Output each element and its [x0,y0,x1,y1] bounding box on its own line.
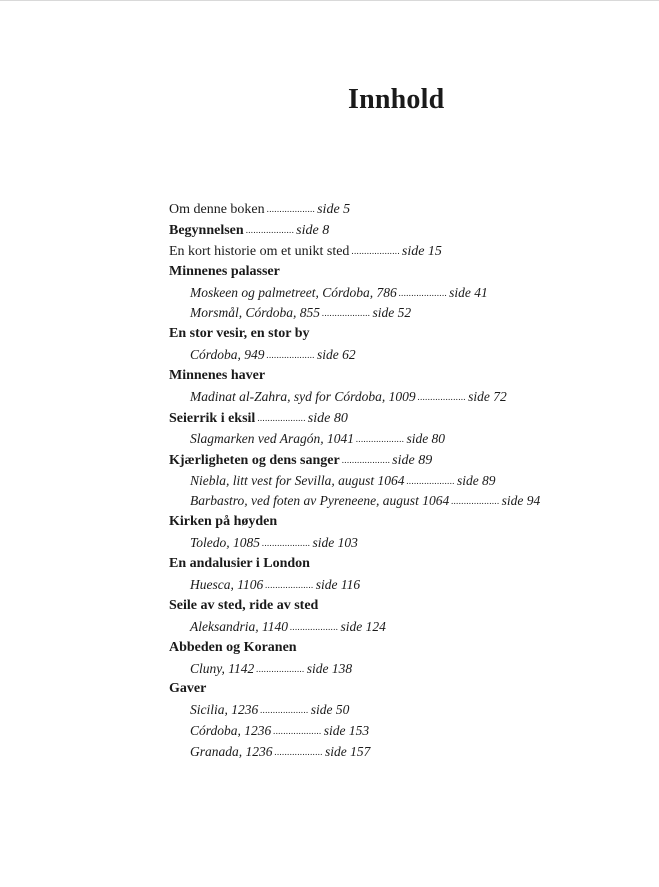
dot-leader: ................... [262,538,311,549]
entry-title: Toledo, 1085 [190,535,261,551]
page-reference: side 89 [392,452,433,468]
entry-title: Moskeen og palmetreet, Córdoba, 786 [190,284,397,300]
page-reference: side 5 [317,202,351,217]
entry-title: Om denne boken [169,202,265,217]
toc-entry [169,199,629,220]
dot-leader: ................... [451,496,500,507]
toc-subentry [169,283,629,304]
toc-entry [169,512,629,533]
page-reference: side 138 [306,660,353,676]
toc-entry [169,450,629,471]
toc-subentry [169,387,629,408]
entry-title: Begynnelsen [169,222,244,238]
dot-leader: ................... [257,412,306,423]
toc-subentry [169,575,629,596]
entry-title: Slagmarken ved Aragón, 1041 [190,430,354,446]
page-reference: side 116 [315,577,361,593]
toc-subentry [169,471,629,492]
dot-leader: ................... [245,224,295,235]
toc-subentry [169,742,629,763]
entry-title: Cluny, 1142 [190,660,255,676]
toc-entry [169,324,629,345]
toc-subentry [169,429,629,450]
dot-leader: ................... [341,454,391,465]
page-reference: side 52 [372,305,412,321]
entry-title: Minnenes haver [169,368,266,384]
page-reference: side 103 [312,535,358,551]
entry-title: Niebla, litt vest for Sevilla, august 1064 [190,472,405,488]
toc-entry [169,554,629,575]
page-reference: side 124 [340,618,386,634]
toc-entry [169,638,629,659]
dot-leader: ................... [398,287,448,298]
toc-subentry [169,700,629,721]
toc-subentry [169,345,629,366]
toc-entry [169,262,629,283]
toc-entry [169,241,629,262]
page-reference: side 94 [501,493,541,509]
entry-title: Aleksandria, 1140 [190,618,288,634]
toc-subentry [169,491,629,512]
entry-title: En andalusier i London [169,556,310,572]
top-border [0,0,659,1]
entry-title: Minnenes palasser [169,263,280,279]
dot-leader: ................... [273,726,322,737]
entry-title: Madinat al-Zahra, syd for Córdoba, 1009 [190,389,416,405]
dot-leader: ................... [274,747,323,758]
dot-leader: ................... [417,392,467,403]
table-of-contents [169,199,629,763]
entry-title: Abbeden og Koranen [169,639,297,655]
page-reference: side 50 [310,702,350,718]
entry-title: Córdoba, 1236 [190,723,272,739]
dot-leader: ................... [406,475,455,486]
entry-title: Huesca, 1106 [190,577,264,593]
page-reference: side 157 [324,744,371,760]
entry-title: Kjærligheten og dens sanger [169,452,340,468]
toc-entry [169,220,629,241]
entry-title: En kort historie om et unikt sted [169,243,350,259]
toc-subentry [169,303,629,324]
page-reference: side 80 [406,430,446,446]
dot-leader: ................... [322,308,371,319]
page-reference: side 72 [468,389,507,405]
entry-title: Sicilia, 1236 [190,702,259,718]
toc-entry [169,366,629,387]
dot-leader: ................... [256,663,305,674]
page-reference: side 153 [323,723,370,739]
entry-title: En stor vesir, en stor by [169,326,310,342]
page-reference: side 8 [296,222,330,238]
page-reference: side 15 [401,243,442,259]
dot-leader: ................... [266,204,316,214]
entry-title: Granada, 1236 [190,744,273,760]
dot-leader: ................... [355,433,405,444]
entry-title: Barbastro, ved foten av Pyreneene, august 1064 [190,493,450,509]
page-reference: side 89 [456,472,496,488]
page-reference: side 62 [316,347,356,363]
page-reference: side 80 [307,410,348,426]
page-title: Innhold [348,84,445,115]
dot-leader: ................... [290,621,339,632]
dot-leader: ................... [351,245,400,256]
entry-title: Morsmål, Córdoba, 855 [190,305,321,321]
toc-subentry [169,721,629,742]
page-reference: side 41 [449,284,488,300]
entry-title: Córdoba, 949 [190,347,265,363]
toc-entry [169,408,629,429]
dot-leader: ................... [265,580,314,591]
entry-title: Kirken på høyden [169,514,278,530]
toc-subentry [169,533,629,554]
toc-subentry [169,659,629,680]
dot-leader: ................... [266,350,315,361]
entry-title: Gaver [169,681,207,697]
toc-subentry [169,617,629,638]
entry-title: Seierrik i eksil [169,410,256,426]
toc-entry [169,679,629,700]
dot-leader: ................... [260,705,309,716]
entry-title: Seile av sted, ride av sted [169,597,319,613]
toc-entry [169,596,629,617]
